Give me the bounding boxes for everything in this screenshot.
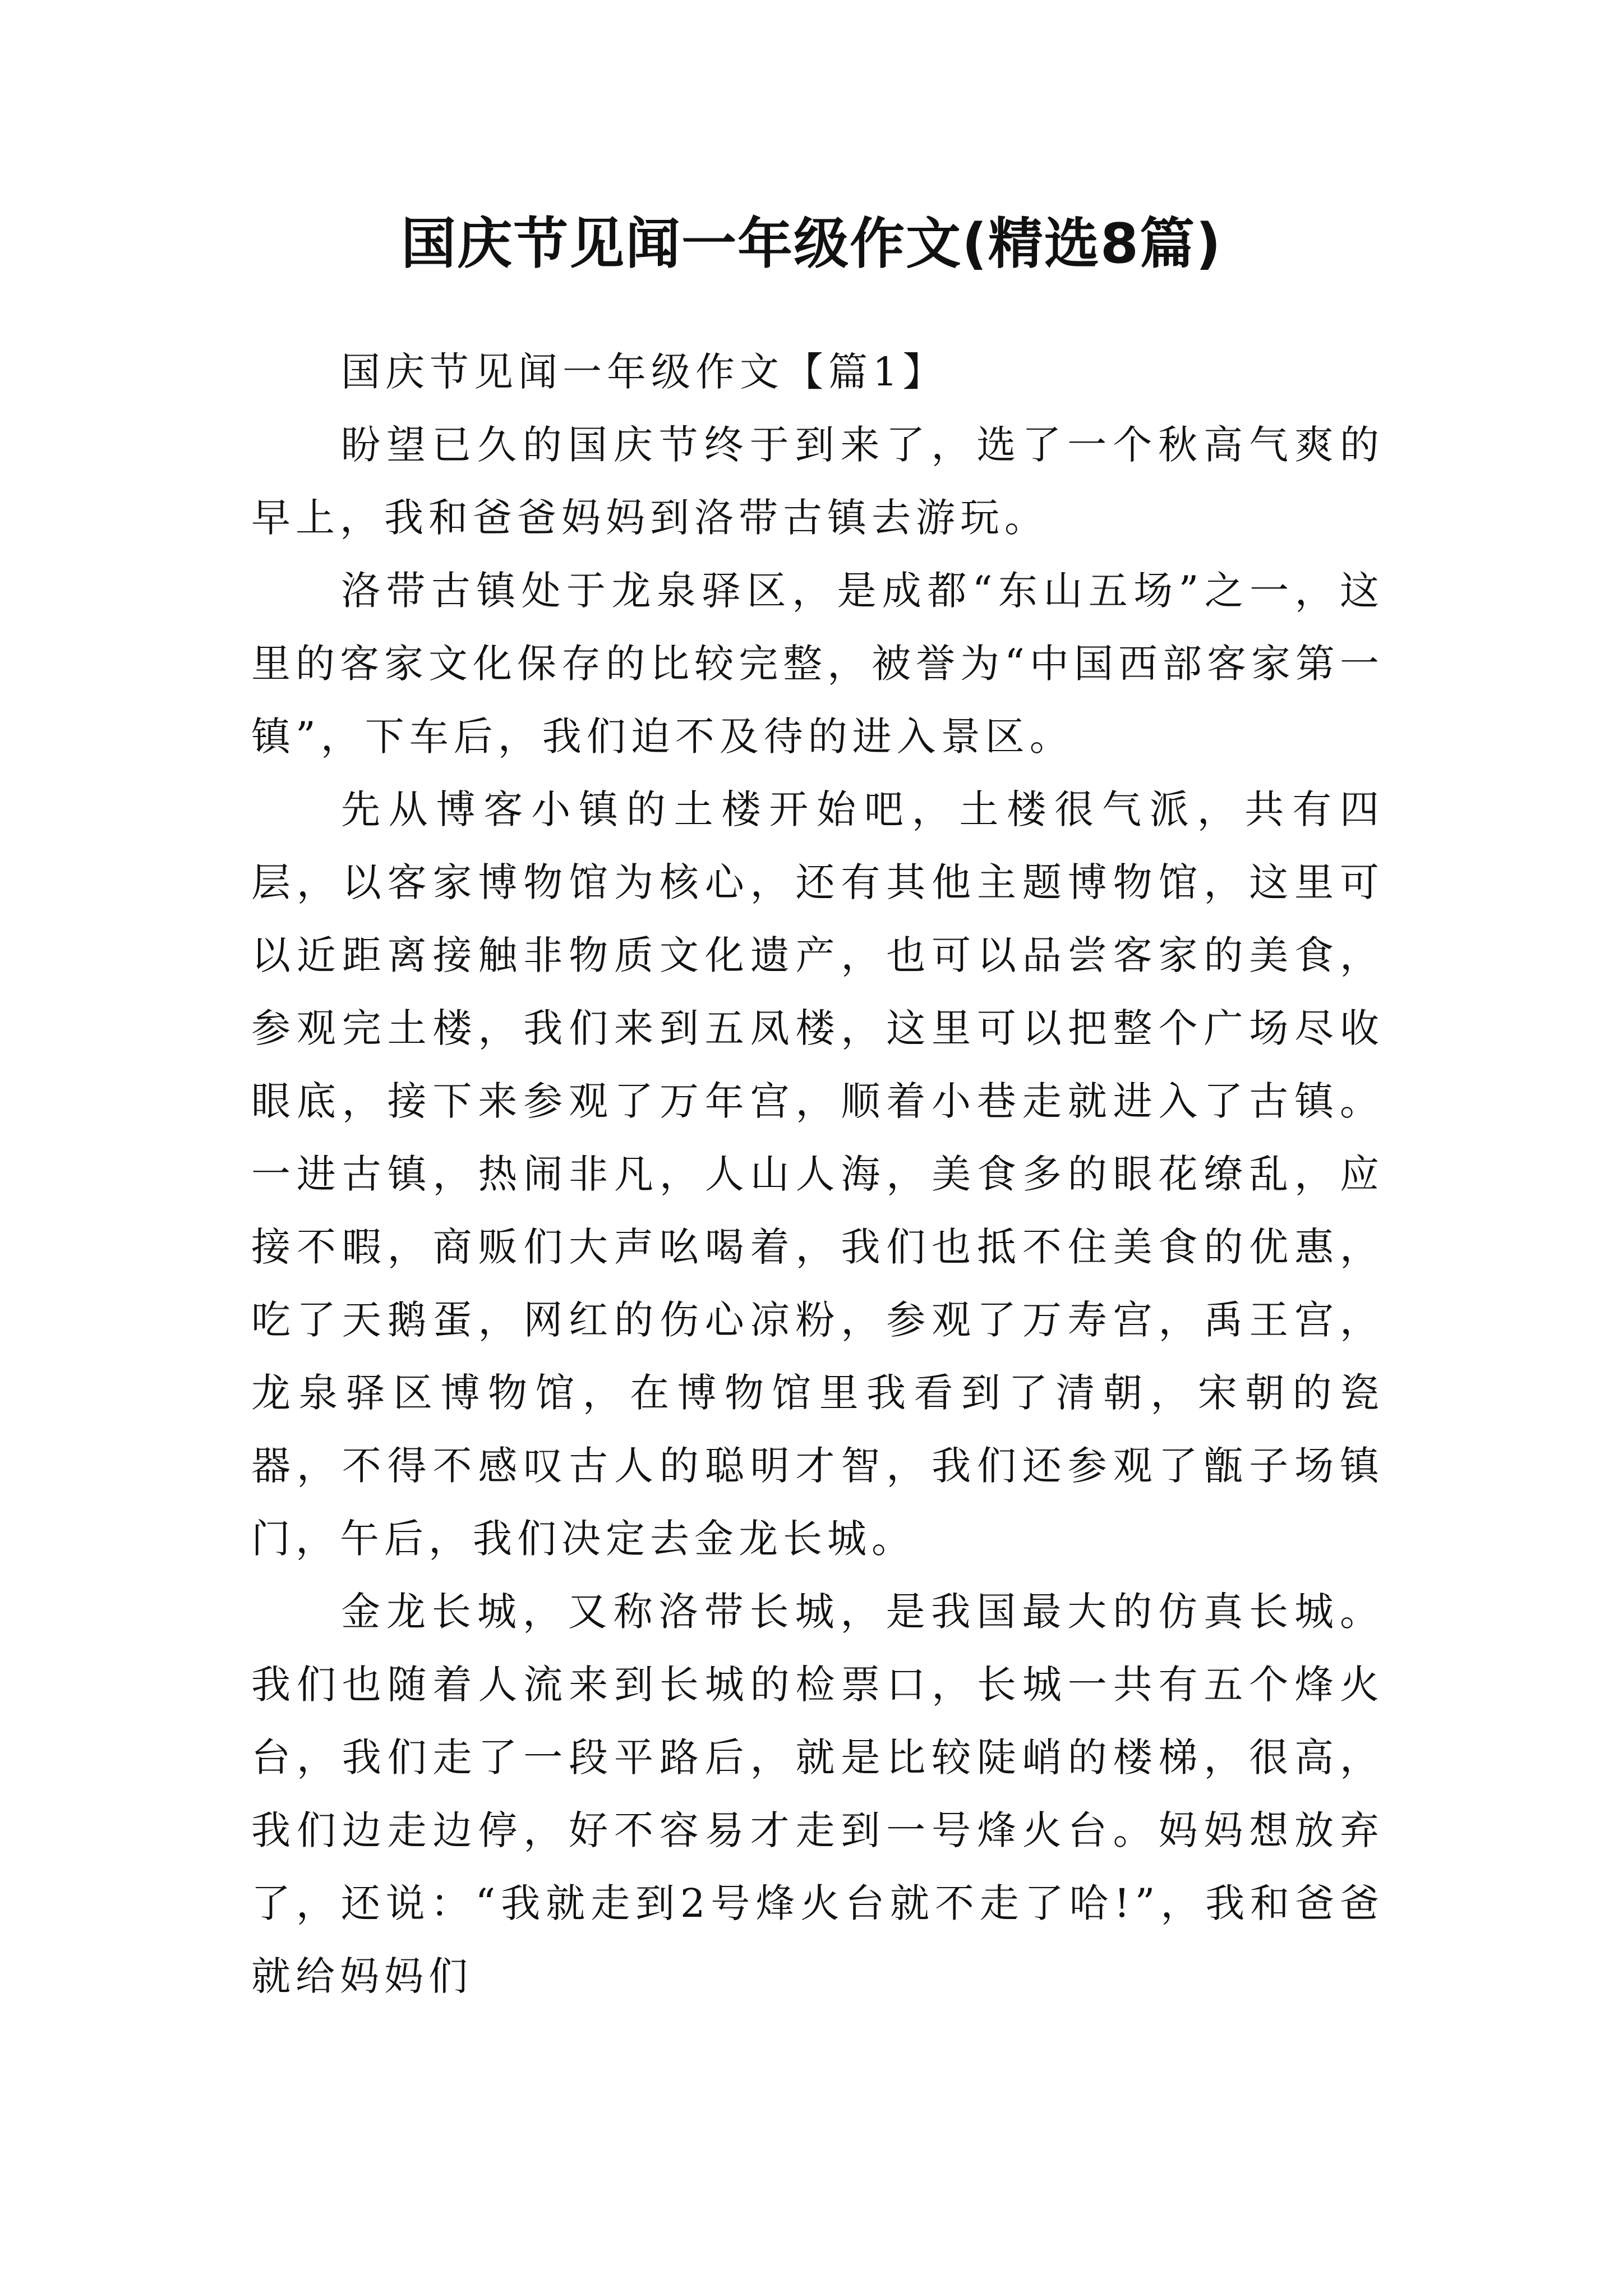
- paragraph: 洛带古镇处于龙泉驿区，是成都“东山五场”之一，这里的客家文化保存的比较完整，被誉为“中国西部客家第一镇”，下车后，我们迫不及待的进入景区。: [251, 568, 1384, 760]
- paragraph: 金龙长城，又称洛带长城，是我国最大的仿真长城。我们也随着人流来到长城的检票口，长城一共有五个烽火台，我们走了一段平路后，就是比较陡峭的楼梯，很高，我们边走边停，好不容易才走到一号烽火台。妈妈想放弃了，还说：“我就走到2号烽火台就不走了哈!”，我和爸爸就给妈妈们: [251, 1589, 1384, 1999]
- document-body: [251, 335, 1384, 2013]
- paragraph: 先从博客小镇的土楼开始吧，土楼很气派，共有四层，以客家博物馆为核心，还有其他主题博物馆，这里可以近距离接触非物质文化遗产，也可以品尝客家的美食，参观完土楼，我们来到五凤楼，这里可以把整个广场尽收眼底，接下来参观了万年宫，顺着小巷走就进入了古镇。一进古镇，热闹非凡，人山人海，美食多的眼花缭乱，应接不暇，商贩们大声吆喝着，我们也抵不住美食的优惠，吃了天鹅蛋，网红的伤心凉粉，参观了万寿宫，禹王宫，龙泉驿区博物馆，在博物馆里我看到了清朝，宋朝的瓷器，不得不感叹古人的聪明才智，我们还参观了甑子场镇门，午后，我们决定去金龙长城。: [251, 786, 1384, 1562]
- paragraph: 盼望已久的国庆节终于到来了，选了一个秋高气爽的早上，我和爸爸妈妈到洛带古镇去游玩。: [251, 422, 1384, 541]
- section-heading: 国庆节见闻一年级作文【篇1】: [341, 349, 947, 395]
- document-title: 国庆节见闻一年级作文(精选8篇): [401, 212, 1222, 276]
